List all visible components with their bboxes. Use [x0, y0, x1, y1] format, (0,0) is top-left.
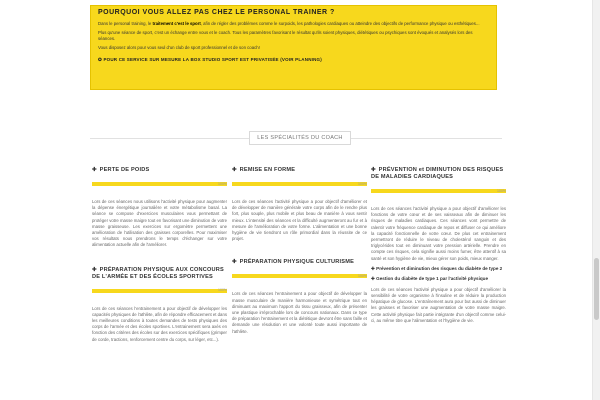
column-1 [92, 167, 227, 343]
scrollbar-thumb[interactable] [594, 258, 599, 320]
skill-percent: 100% [218, 181, 227, 186]
skill-description-diabete: Lors de ces séances l'activité physique a pour objectif d'améliorer la sensibilité de votre organisme à l'insuline et de réduire la production hépatique de glucose. L'entraînement aura pour but aussi de diminuer les graisses et favoriser une augmentation de votre masse maigre. Cette activité physique fait partie intégrante d'un objectif comme celui-ci, au même titre que l'alimentation et l'hygiène de vie. [371, 286, 506, 323]
promo-paragraph-1: Dans le personal training, le traitement c'est le sport, afin de régler des problèmes comme le surpoids, les pathologies cardiaques ou atteindre des objectifs de performance physique ou esthétiques... [98, 21, 480, 26]
skill-percent: 100% [358, 273, 367, 278]
skill-description: Lors de ces séances nous utilisons l'activité physique pour augmenter la dépense énergétique journalière et votre métabolisme basal. La séance se compose d'exercices musculaires vous permettant de protéger votre masse maigre tout en favorisant une diminution de votre masse graisseuse. Les exercices sur ergomètre permettent une amélioration de l'utilisation des graisses corporelles. Pour maximiser vos résultats nous prendrons le temps d'échanger sur votre alimentation actuelle afin de l'améliorer. [92, 199, 227, 248]
skill-bar-fill [92, 289, 227, 293]
skill-bar [371, 189, 506, 193]
promo-paragraph-2: Plus qu'une séance de sport, c'est un échange entre vous et le coach. Tous les paramètres favorisant le résultat qu'ils soient physiques, diététiques ou psychiques sont évoqués et analysés lors des séances. [98, 30, 473, 41]
skill-bar [232, 182, 367, 186]
section-title: LES SPÉCIALITÉS DU COACH [249, 131, 351, 145]
promo-paragraph-3: Vous disposez alors pour vous seul d'un club de sport professionnel et de son coach! [98, 45, 260, 50]
plus-square-icon: ✚ [371, 265, 375, 271]
skill-title-culturisme: ✚ PRÉPARATION PHYSIQUE CULTURISME [232, 259, 355, 266]
plus-icon: ✚ [232, 259, 237, 266]
skill-title-perte-de-poids: ✚ PERTE DE POIDS [92, 167, 150, 173]
plus-icon: ✚ [92, 167, 97, 173]
vertical-scrollbar[interactable] [592, 0, 600, 400]
skill-bar [92, 289, 227, 293]
skill-bar [232, 274, 367, 278]
skill-bar-fill [371, 189, 506, 193]
skill-percent: 100% [497, 188, 506, 193]
plus-icon: ✚ [371, 167, 376, 173]
promo-highlight: traitement c'est le sport [152, 21, 201, 26]
skill-description: Lors de ces séances l'activité physique a pour objectif d'améliorer les fonctions de votre cœur et de ses vaisseaux afin de diminuer les risques de maladies cardiaques. Ces séances vont permettre de ralentir votre fréquence cardiaque de repos et diffuser ce qui améliore la capacité fonctionnelle de votre cœur. De plus cet entrainement permettront de réduire le niveau de cholestérol sanguin et des triglycérides tout en diminuant votre pression artérielle. Prendre en compte ces risques, cela signifie aussi moins fumer, être attentif à sa santé et son hygiène de vie, mieux gérer son poids, mieux manger. [371, 206, 506, 261]
skill-title-armee: ✚ PRÉPARATION PHYSIQUE AUX CONCOURS DE L'ARMÉE ET DES ÉCOLES SPORTIVES [92, 266, 224, 280]
skill-description: Lors de ces séances l'entrainement a pour objectif de développer les capacités physiques de l'athlète, afin de répondre efficacement et dans les meilleures conditions à toutes demandes de tests physiques des corps de l'armée et des écoles sportives. L'entrainement sera axés en fonction des critères des écoles sur des exercices spécifiques (grimper de corde, tractions, renforcement centre du corps, sur léger, etc...). [92, 305, 227, 342]
column-3 [371, 167, 506, 324]
subtitle-diabete-type-1: ✚ Gestion du diabète de type 1 par l'activité physique [371, 275, 489, 281]
planning-link[interactable]: ✪ POUR CE SERVICE SUR MESURE LA BOX STUDIO SPORT EST PRIVATISÉE (VOIR PLANNING) [98, 57, 322, 62]
skill-percent: 100% [218, 288, 227, 293]
personal-trainer-promo [90, 5, 497, 90]
plus-square-icon: ✚ [371, 275, 375, 281]
skill-percent: 100% [358, 181, 367, 186]
plus-icon: ✚ [92, 266, 97, 273]
skill-bar-fill [92, 182, 227, 186]
column-2 [232, 167, 367, 335]
skill-description: Lors de ces séances l'entrainement a pour objectif de développer la masse musculaire de manière harmonieuse et symétrique tout en diminuant au maximum l'apport du tissu graisseux, afin de présenter une plastique irréprochable lors de concours nationaux. Dans ce type de préparation l'entrainement et la diététique devront être sans faille et demande une résolution et une volonté toute aussi importante de l'athlète. [232, 291, 367, 334]
skill-bar-fill [232, 274, 367, 278]
skill-description: Lors de ces séances l'activité physique a pour objectif d'améliorer et de développer de manière générale votre corps afin de le rendre plus fort, plus souple, plus mobile et plus beau de manière à vous sentir mieux. L'intensité des séances et la difficulté augmenteront au fur et à mesure de l'amélioration de votre forme. L'alimentation et une bonne hygiène de vie tiendront un rôle primordial dans la réussite de ce projet. [232, 199, 367, 242]
subtitle-diabete-type-2: ✚ Prévention et diminution des risques du diabète de type 2 [371, 265, 503, 271]
skill-bar [92, 182, 227, 186]
pointer-icon: ✪ [98, 57, 102, 62]
skill-title-maladies-cardiaques: ✚ PRÉVENTION et DIMINUTION DES RISQUES DE MALADIES CARDIAQUES [371, 167, 504, 180]
promo-title: POURQUOI VOUS ALLEZ PAS CHEZ LE PERSONAL TRAINER ? [98, 9, 335, 16]
skill-title-remise-en-forme: ✚ REMISE EN FORME [232, 167, 296, 173]
plus-icon: ✚ [232, 167, 237, 173]
skill-bar-fill [232, 182, 367, 186]
